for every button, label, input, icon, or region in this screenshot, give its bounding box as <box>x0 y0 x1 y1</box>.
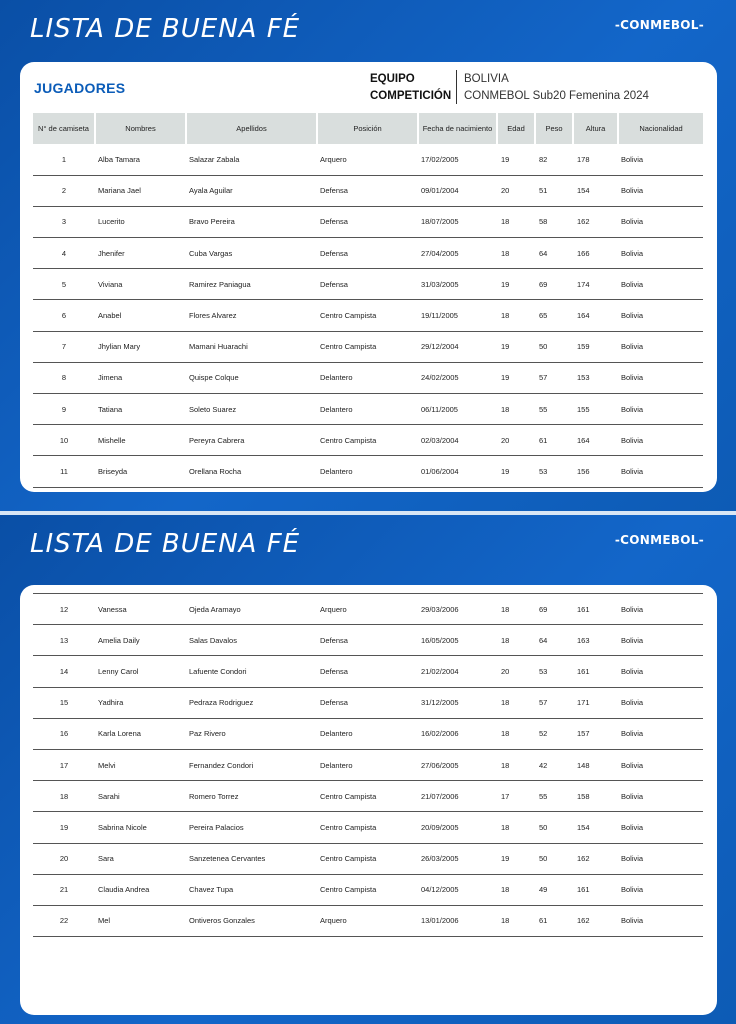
cell-apellidos: Pereyra Cabrera <box>186 425 317 456</box>
cell-apellidos: Quispe Colque <box>186 362 317 393</box>
section-label: JUGADORES <box>34 80 126 96</box>
conmebol-logo: -CONMEBOL- <box>614 18 704 32</box>
cell-altura: 153 <box>573 362 618 393</box>
cell-altura: 164 <box>573 300 618 331</box>
cell-apellidos: Mamani Huarachi <box>186 331 317 362</box>
cell-posicion: Centro Campista <box>317 425 418 456</box>
cell-nombres: Sarahi <box>95 781 186 812</box>
cell-fecha: 24/02/2005 <box>418 362 497 393</box>
cell-nombres: Tatiana <box>95 394 186 425</box>
cell-altura: 159 <box>573 331 618 362</box>
cell-number: 10 <box>33 425 95 456</box>
cell-apellidos: Paz Rivero <box>186 718 317 749</box>
cell-edad: 18 <box>497 687 535 718</box>
cell-peso: 52 <box>535 718 573 749</box>
cell-edad: 18 <box>497 206 535 237</box>
cell-nombres: Lucerito <box>95 206 186 237</box>
cell-peso: 69 <box>535 594 573 625</box>
cell-nacionalidad: Bolivia <box>618 843 703 874</box>
cell-peso: 50 <box>535 331 573 362</box>
cell-posicion: Defensa <box>317 656 418 687</box>
cell-altura: 171 <box>573 687 618 718</box>
cell-number: 17 <box>33 749 95 780</box>
cell-fecha: 19/11/2005 <box>418 300 497 331</box>
cell-apellidos: Ayala Aguilar <box>186 175 317 206</box>
cell-edad: 18 <box>497 394 535 425</box>
cell-peso: 50 <box>535 812 573 843</box>
roster-card <box>20 585 717 1015</box>
cell-number: 7 <box>33 331 95 362</box>
cell-posicion: Centro Campista <box>317 874 418 905</box>
cell-altura: 154 <box>573 812 618 843</box>
cell-fecha: 16/02/2006 <box>418 718 497 749</box>
cell-altura: 166 <box>573 238 618 269</box>
cell-peso: 49 <box>535 874 573 905</box>
cell-posicion: Defensa <box>317 625 418 656</box>
cell-posicion: Defensa <box>317 687 418 718</box>
cell-apellidos: Pedraza Rodriguez <box>186 687 317 718</box>
cell-fecha: 27/04/2005 <box>418 238 497 269</box>
cell-altura: 178 <box>573 144 618 175</box>
cell-nacionalidad: Bolivia <box>618 394 703 425</box>
cell-nacionalidad: Bolivia <box>618 238 703 269</box>
col-header-altura: Altura <box>573 113 618 144</box>
table-row <box>33 905 703 936</box>
cell-fecha: 16/05/2005 <box>418 625 497 656</box>
cell-apellidos: Ramirez Paniagua <box>186 269 317 300</box>
cell-apellidos: Soleto Suarez <box>186 394 317 425</box>
roster-table <box>33 593 703 937</box>
cell-nombres: Mishelle <box>95 425 186 456</box>
cell-peso: 82 <box>535 144 573 175</box>
cell-apellidos: Ontiveros Gonzales <box>186 905 317 936</box>
cell-fecha: 27/06/2005 <box>418 749 497 780</box>
table-row <box>33 394 703 425</box>
cell-posicion: Arquero <box>317 594 418 625</box>
cell-fecha: 26/03/2005 <box>418 843 497 874</box>
cell-nombres: Alba Tamara <box>95 144 186 175</box>
cell-edad: 18 <box>497 625 535 656</box>
roster-card <box>20 62 717 492</box>
cell-nacionalidad: Bolivia <box>618 362 703 393</box>
cell-posicion: Defensa <box>317 175 418 206</box>
cell-number: 21 <box>33 874 95 905</box>
cell-peso: 61 <box>535 905 573 936</box>
cell-edad: 19 <box>497 144 535 175</box>
cell-posicion: Centro Campista <box>317 300 418 331</box>
cell-edad: 18 <box>497 718 535 749</box>
table-row <box>33 456 703 487</box>
cell-nombres: Jhylian Mary <box>95 331 186 362</box>
cell-apellidos: Salas Davalos <box>186 625 317 656</box>
table-row <box>33 594 703 625</box>
cell-number: 6 <box>33 300 95 331</box>
cell-altura: 174 <box>573 269 618 300</box>
table-row <box>33 843 703 874</box>
cell-number: 18 <box>33 781 95 812</box>
cell-posicion: Centro Campista <box>317 781 418 812</box>
cell-peso: 64 <box>535 625 573 656</box>
col-header-nacionalidad: Nacionalidad <box>618 113 703 144</box>
cell-apellidos: Ojeda Aramayo <box>186 594 317 625</box>
table-row <box>33 175 703 206</box>
cell-number: 11 <box>33 456 95 487</box>
cell-edad: 20 <box>497 656 535 687</box>
cell-nacionalidad: Bolivia <box>618 331 703 362</box>
cell-apellidos: Pereira Palacios <box>186 812 317 843</box>
cell-edad: 18 <box>497 594 535 625</box>
cell-apellidos: Flores Alvarez <box>186 300 317 331</box>
conmebol-logo: -CONMEBOL- <box>614 533 704 547</box>
cell-nombres: Anabel <box>95 300 186 331</box>
cell-edad: 19 <box>497 331 535 362</box>
cell-posicion: Defensa <box>317 269 418 300</box>
cell-nacionalidad: Bolivia <box>618 749 703 780</box>
cell-fecha: 29/03/2006 <box>418 594 497 625</box>
cell-nacionalidad: Bolivia <box>618 269 703 300</box>
cell-nacionalidad: Bolivia <box>618 905 703 936</box>
table-row <box>33 269 703 300</box>
cell-apellidos: Cuba Vargas <box>186 238 317 269</box>
cell-nacionalidad: Bolivia <box>618 687 703 718</box>
cell-peso: 57 <box>535 362 573 393</box>
cell-edad: 20 <box>497 175 535 206</box>
table-row <box>33 812 703 843</box>
cell-posicion: Delantero <box>317 394 418 425</box>
cell-peso: 53 <box>535 656 573 687</box>
roster-table <box>33 113 703 488</box>
cell-number: 2 <box>33 175 95 206</box>
cell-altura: 162 <box>573 905 618 936</box>
cell-peso: 57 <box>535 687 573 718</box>
cell-altura: 156 <box>573 456 618 487</box>
cell-altura: 148 <box>573 749 618 780</box>
cell-posicion: Delantero <box>317 749 418 780</box>
cell-fecha: 20/09/2005 <box>418 812 497 843</box>
cell-fecha: 21/02/2004 <box>418 656 497 687</box>
cell-posicion: Arquero <box>317 144 418 175</box>
cell-altura: 158 <box>573 781 618 812</box>
col-header-posicion: Posición <box>317 113 418 144</box>
cell-fecha: 09/01/2004 <box>418 175 497 206</box>
cell-nacionalidad: Bolivia <box>618 144 703 175</box>
meta-values <box>464 71 649 105</box>
col-header-nombres: Nombres <box>95 113 186 144</box>
cell-peso: 61 <box>535 425 573 456</box>
cell-nombres: Sabrina Nicole <box>95 812 186 843</box>
roster-body-page2 <box>33 594 703 937</box>
table-row <box>33 144 703 175</box>
equipo-label: EQUIPO <box>370 73 415 85</box>
cell-peso: 64 <box>535 238 573 269</box>
cell-edad: 19 <box>497 843 535 874</box>
cell-altura: 161 <box>573 656 618 687</box>
cell-nombres: Amelia Daily <box>95 625 186 656</box>
page-title: LISTA DE BUENA FÉ <box>30 529 301 559</box>
cell-fecha: 13/01/2006 <box>418 905 497 936</box>
cell-edad: 19 <box>497 456 535 487</box>
cell-number: 5 <box>33 269 95 300</box>
cell-peso: 55 <box>535 781 573 812</box>
col-header-edad: Edad <box>497 113 535 144</box>
table-row <box>33 687 703 718</box>
cell-posicion: Centro Campista <box>317 331 418 362</box>
cell-fecha: 21/07/2006 <box>418 781 497 812</box>
cell-fecha: 31/12/2005 <box>418 687 497 718</box>
cell-number: 14 <box>33 656 95 687</box>
cell-peso: 69 <box>535 269 573 300</box>
cell-nombres: Jimena <box>95 362 186 393</box>
cell-fecha: 31/03/2005 <box>418 269 497 300</box>
table-row <box>33 206 703 237</box>
cell-number: 13 <box>33 625 95 656</box>
cell-fecha: 17/02/2005 <box>418 144 497 175</box>
cell-apellidos: Salazar Zabala <box>186 144 317 175</box>
cell-altura: 162 <box>573 206 618 237</box>
table-row <box>33 874 703 905</box>
cell-nacionalidad: Bolivia <box>618 812 703 843</box>
equipo-value: BOLIVIA <box>464 73 509 85</box>
cell-posicion: Defensa <box>317 206 418 237</box>
cell-edad: 20 <box>497 425 535 456</box>
cell-number: 22 <box>33 905 95 936</box>
page-two <box>0 515 736 1024</box>
cell-number: 1 <box>33 144 95 175</box>
page-one <box>0 0 736 511</box>
cell-posicion: Arquero <box>317 905 418 936</box>
cell-apellidos: Lafuente Condori <box>186 656 317 687</box>
cell-nacionalidad: Bolivia <box>618 656 703 687</box>
cell-nombres: Mariana Jael <box>95 175 186 206</box>
cell-apellidos: Chavez Tupa <box>186 874 317 905</box>
cell-posicion: Delantero <box>317 456 418 487</box>
table-row <box>33 331 703 362</box>
cell-apellidos: Bravo Pereira <box>186 206 317 237</box>
cell-nacionalidad: Bolivia <box>618 718 703 749</box>
cell-fecha: 18/07/2005 <box>418 206 497 237</box>
cell-nombres: Briseyda <box>95 456 186 487</box>
cell-nombres: Lenny Carol <box>95 656 186 687</box>
table-row <box>33 781 703 812</box>
table-row <box>33 749 703 780</box>
cell-altura: 161 <box>573 594 618 625</box>
cell-nacionalidad: Bolivia <box>618 425 703 456</box>
col-header-fecha: Fecha de nacimiento <box>418 113 497 144</box>
cell-posicion: Centro Campista <box>317 843 418 874</box>
col-header-apellidos: Apellidos <box>186 113 317 144</box>
cell-nacionalidad: Bolivia <box>618 594 703 625</box>
cell-fecha: 06/11/2005 <box>418 394 497 425</box>
cell-altura: 155 <box>573 394 618 425</box>
table-row <box>33 656 703 687</box>
cell-peso: 50 <box>535 843 573 874</box>
cell-posicion: Centro Campista <box>317 812 418 843</box>
table-row <box>33 425 703 456</box>
cell-altura: 161 <box>573 874 618 905</box>
cell-peso: 42 <box>535 749 573 780</box>
competicion-label: COMPETICIÓN <box>370 90 452 102</box>
cell-posicion: Delantero <box>317 362 418 393</box>
cell-nacionalidad: Bolivia <box>618 300 703 331</box>
cell-edad: 17 <box>497 781 535 812</box>
cell-nombres: Jhenifer <box>95 238 186 269</box>
cell-number: 3 <box>33 206 95 237</box>
cell-nacionalidad: Bolivia <box>618 175 703 206</box>
cell-apellidos: Fernandez Condori <box>186 749 317 780</box>
cell-apellidos: Romero Torrez <box>186 781 317 812</box>
cell-nombres: Sara <box>95 843 186 874</box>
cell-edad: 18 <box>497 238 535 269</box>
cell-peso: 65 <box>535 300 573 331</box>
cell-number: 9 <box>33 394 95 425</box>
meta-labels <box>370 71 451 105</box>
cell-altura: 157 <box>573 718 618 749</box>
cell-altura: 164 <box>573 425 618 456</box>
cell-fecha: 04/12/2005 <box>418 874 497 905</box>
cell-number: 4 <box>33 238 95 269</box>
cell-number: 15 <box>33 687 95 718</box>
cell-nombres: Claudia Andrea <box>95 874 186 905</box>
table-row <box>33 300 703 331</box>
cell-altura: 154 <box>573 175 618 206</box>
cell-nacionalidad: Bolivia <box>618 625 703 656</box>
cell-fecha: 02/03/2004 <box>418 425 497 456</box>
cell-nombres: Vanessa <box>95 594 186 625</box>
cell-edad: 19 <box>497 269 535 300</box>
col-header-peso: Peso <box>535 113 573 144</box>
table-header-row <box>33 113 703 144</box>
table-row <box>33 718 703 749</box>
cell-fecha: 29/12/2004 <box>418 331 497 362</box>
page-title: LISTA DE BUENA FÉ <box>30 14 301 44</box>
cell-number: 19 <box>33 812 95 843</box>
table-row <box>33 362 703 393</box>
cell-peso: 51 <box>535 175 573 206</box>
cell-fecha: 01/06/2004 <box>418 456 497 487</box>
cell-nombres: Karla Lorena <box>95 718 186 749</box>
meta-divider <box>456 70 457 104</box>
cell-apellidos: Sanzetenea Cervantes <box>186 843 317 874</box>
cell-edad: 18 <box>497 749 535 780</box>
cell-edad: 18 <box>497 874 535 905</box>
cell-nacionalidad: Bolivia <box>618 456 703 487</box>
cell-nacionalidad: Bolivia <box>618 874 703 905</box>
table-row <box>33 625 703 656</box>
competicion-value: CONMEBOL Sub20 Femenina 2024 <box>464 90 649 102</box>
table-row <box>33 238 703 269</box>
cell-number: 20 <box>33 843 95 874</box>
cell-posicion: Delantero <box>317 718 418 749</box>
cell-number: 16 <box>33 718 95 749</box>
cell-nombres: Yadhira <box>95 687 186 718</box>
cell-edad: 18 <box>497 812 535 843</box>
cell-edad: 18 <box>497 905 535 936</box>
cell-peso: 53 <box>535 456 573 487</box>
cell-edad: 19 <box>497 362 535 393</box>
cell-edad: 18 <box>497 300 535 331</box>
cell-apellidos: Orellana Rocha <box>186 456 317 487</box>
cell-peso: 55 <box>535 394 573 425</box>
cell-nacionalidad: Bolivia <box>618 206 703 237</box>
cell-number: 12 <box>33 594 95 625</box>
cell-posicion: Defensa <box>317 238 418 269</box>
cell-altura: 163 <box>573 625 618 656</box>
cell-nombres: Viviana <box>95 269 186 300</box>
cell-number: 8 <box>33 362 95 393</box>
cell-nombres: Mel <box>95 905 186 936</box>
roster-body-page1 <box>33 144 703 487</box>
cell-peso: 58 <box>535 206 573 237</box>
cell-nombres: Melvi <box>95 749 186 780</box>
cell-altura: 162 <box>573 843 618 874</box>
col-header-number: N° de camiseta <box>33 113 95 144</box>
cell-nacionalidad: Bolivia <box>618 781 703 812</box>
